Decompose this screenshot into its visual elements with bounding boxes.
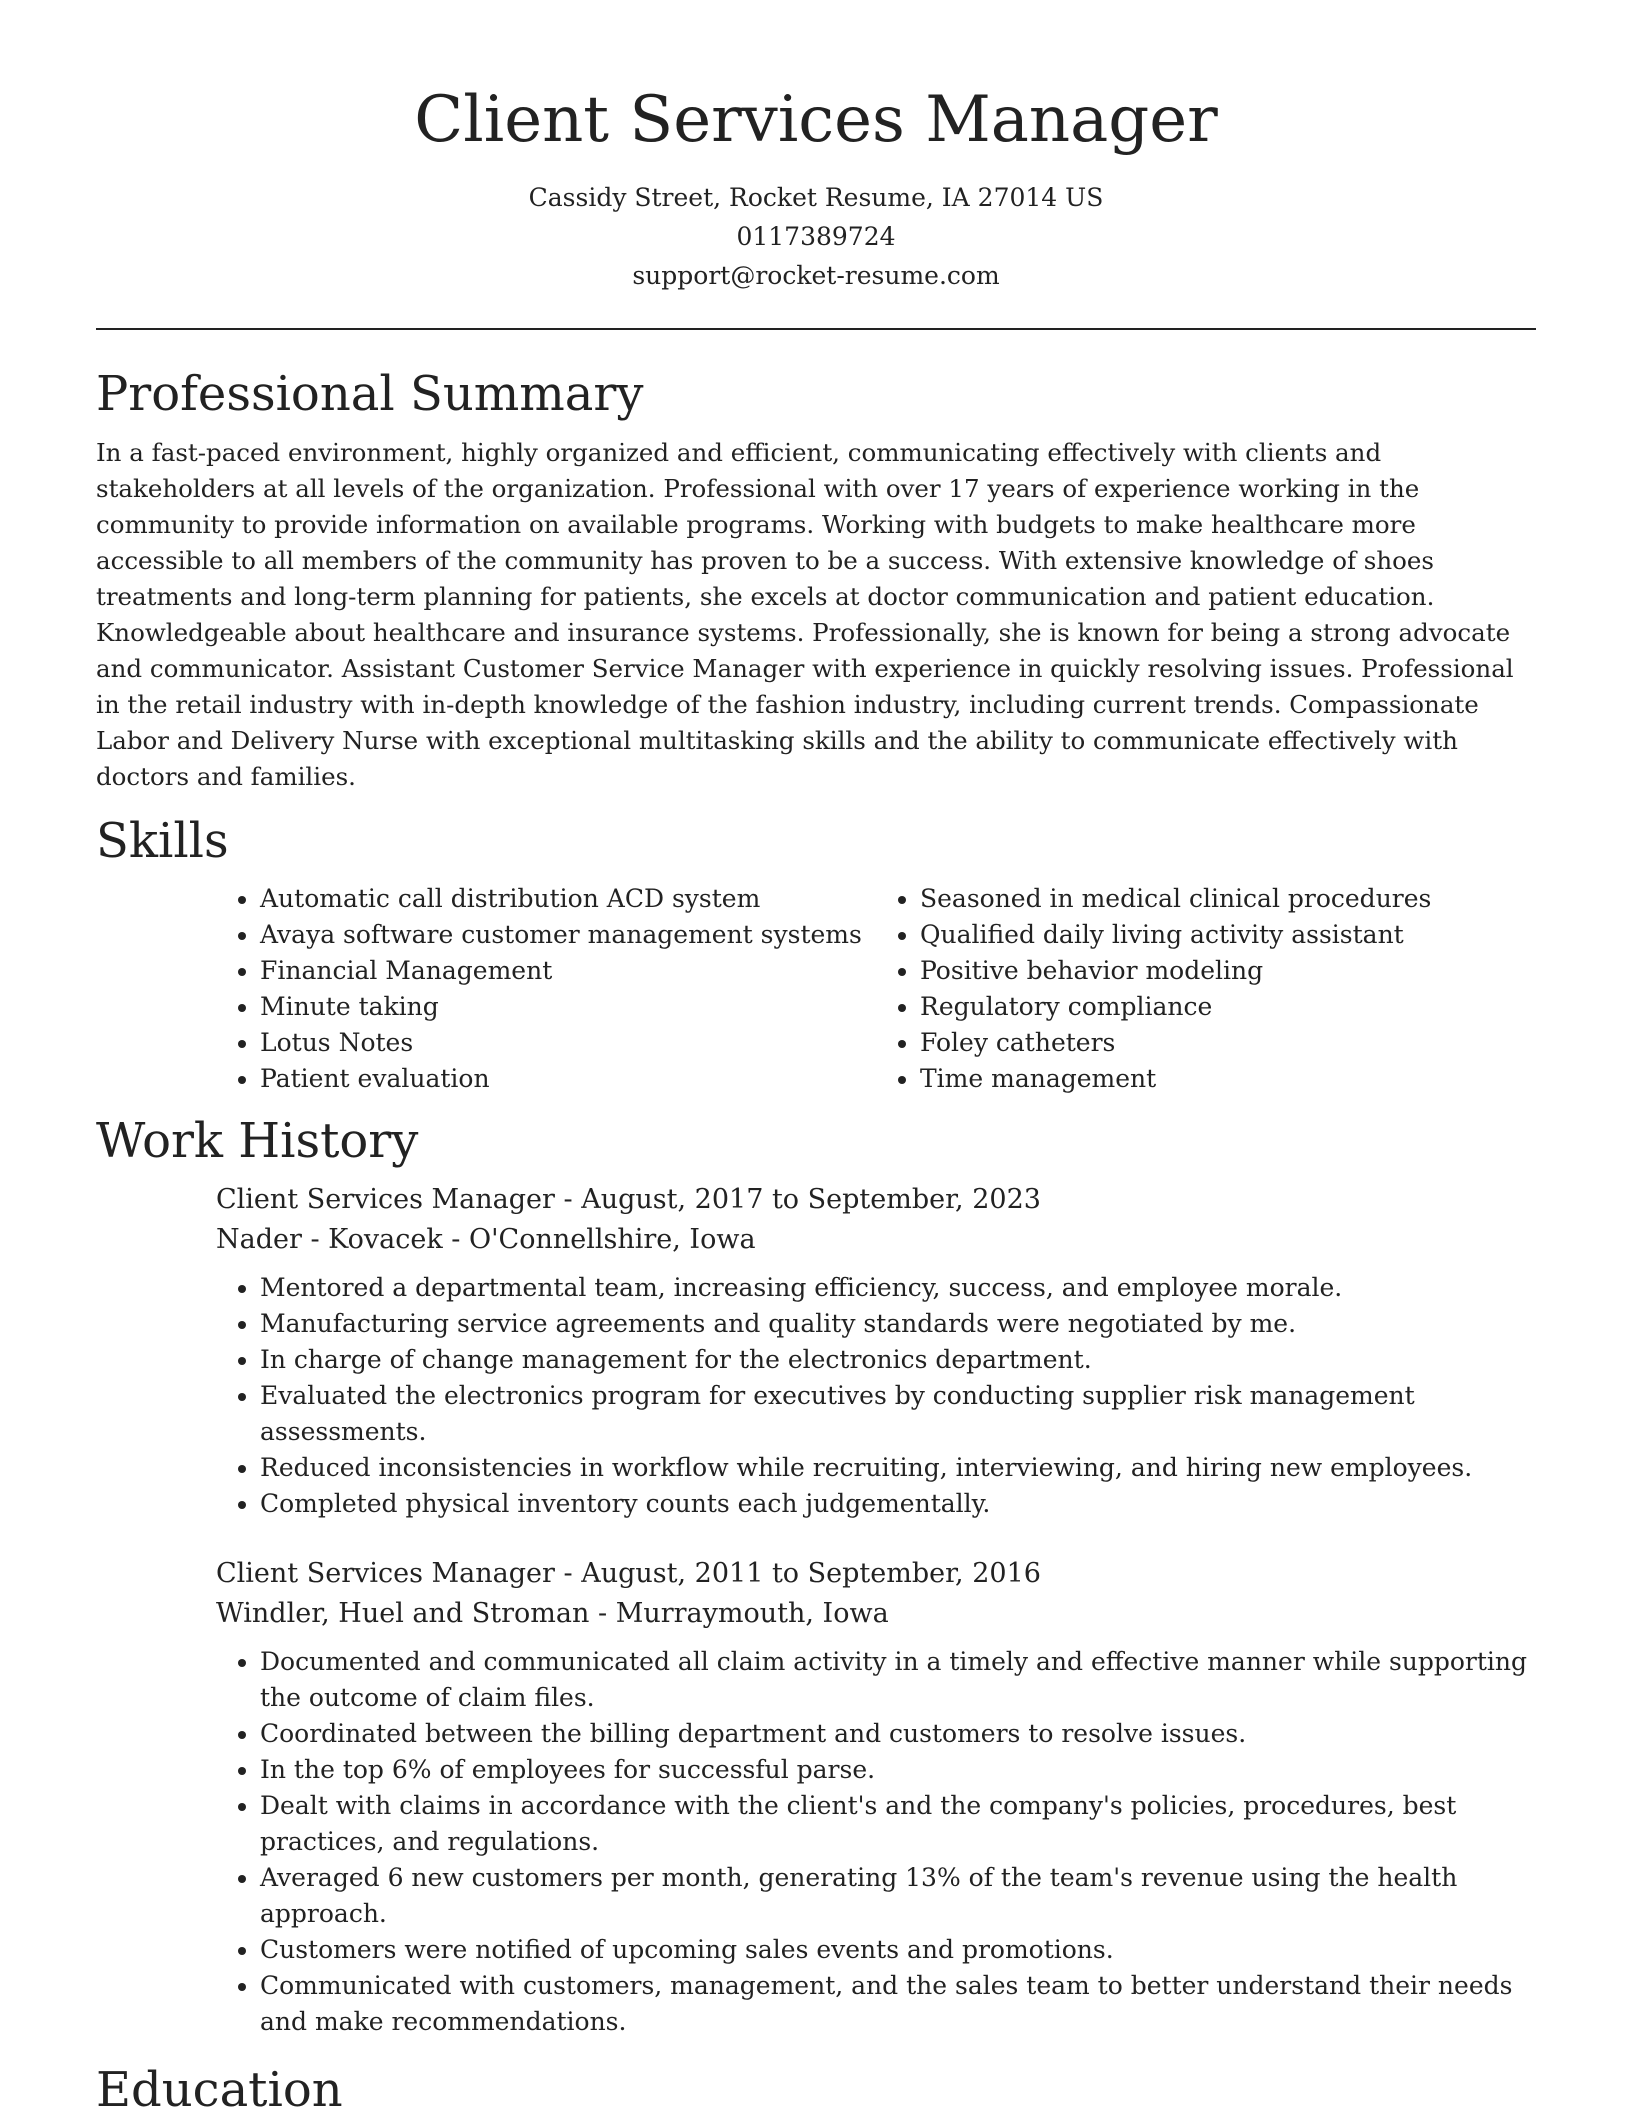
skill-item: • Automatic call distribution ACD system (260, 881, 876, 917)
skill-item: • Foley catheters (920, 1025, 1536, 1061)
job-bullet-list (216, 1270, 1536, 1522)
job-entry (216, 1554, 1536, 2040)
contact-address: Cassidy Street, Rocket Resume, IA 27014 US (528, 182, 1104, 212)
job-bullet: • Mentored a departmental team, increasing efficiency, success, and employee morale. (260, 1270, 1536, 1306)
skill-item: • Patient evaluation (260, 1061, 876, 1097)
job-role: Client Services Manager (216, 1558, 555, 1590)
skill-item: • Avaya software customer management systems (260, 917, 876, 953)
job-bullet: • In the top 6% of employees for successful parse. (260, 1752, 1536, 1788)
job-bullet: • In charge of change management for the electronics department. (260, 1342, 1536, 1378)
summary-text: In a fast-paced environment, highly organized and efficient, communicating effectively with clients and stakeholders at all levels of the organization. Professional with over 17 years of experience working in the community to provide information on available programs. Working with budgets to make healthcare more accessible to all members of the community has proven to be a success. With extensive knowledge of shoes treatments and long-term planning for patients, she excels at doctor communication and patient education. Knowledgeable about healthcare and insurance systems. Professionally, she is known for being a strong advocate and communicator. Assistant Customer Service Manager with experience in quickly resolving issues. Professional in the retail industry with in-depth knowledge of the fashion industry, including current trends. Compassionate Labor and Delivery Nurse with exceptional multitasking skills and the ability to communicate effectively with doctors and families. (96, 438, 1514, 792)
job-bullet: • Coordinated between the billing department and customers to resolve issues. (260, 1716, 1536, 1752)
skills-list-left (216, 881, 876, 1097)
job-role-line: Client Services Manager - August, 2011 to September, 2016 (216, 1558, 1041, 1590)
header-divider (96, 328, 1536, 330)
skill-item: • Positive behavior modeling (920, 953, 1536, 989)
job-location: Murraymouth, Iowa (615, 1598, 889, 1630)
job-role-line: Client Services Manager - August, 2017 to September, 2023 (216, 1184, 1041, 1216)
skills-list-right (876, 881, 1536, 1097)
job-company: Windler, Huel and Stroman (216, 1598, 590, 1630)
job-company-line: Windler, Huel and Stroman - Murraymouth, Iowa (216, 1598, 889, 1630)
education-heading: Education (96, 2062, 343, 2119)
contact-email: support@rocket-resume.com (632, 260, 1000, 290)
skill-item: • Seasoned in medical clinical procedures (920, 881, 1536, 917)
skill-item: • Financial Management (260, 953, 876, 989)
contact-phone: 0117389724 (736, 221, 896, 251)
skills-heading: Skills (96, 813, 229, 870)
resume-title: Client Services Manager (414, 83, 1218, 157)
job-bullet: • Documented and communicated all claim activity in a timely and effective manner while supporting the outcome of claim files. (260, 1644, 1536, 1716)
work-history-section (96, 1113, 1536, 2041)
job-entry (216, 1180, 1536, 1522)
work-history-heading: Work History (96, 1112, 419, 1169)
job-bullet: • Evaluated the electronics program for executives by conducting supplier risk management assessments. (260, 1378, 1536, 1450)
job-role: Client Services Manager (216, 1184, 555, 1216)
skill-item: • Lotus Notes (260, 1025, 876, 1061)
summary-section (96, 366, 1536, 796)
skill-item: • Minute taking (260, 989, 876, 1025)
job-location: O'Connellshire, Iowa (469, 1224, 756, 1256)
education-section (96, 2062, 1536, 2120)
skills-columns (216, 881, 1536, 1097)
skill-item: • Time management (920, 1061, 1536, 1097)
resume-header (96, 0, 1536, 295)
job-bullet: • Communicated with customers, management, and the sales team to better understand their needs and make recommendations. (260, 1968, 1536, 2040)
job-bullet: • Reduced inconsistencies in workflow while recruiting, interviewing, and hiring new employees. (260, 1450, 1536, 1486)
summary-heading: Professional Summary (96, 365, 644, 422)
job-company: Nader - Kovacek (216, 1224, 443, 1256)
job-bullet-list (216, 1644, 1536, 2040)
job-dates: August, 2017 to September, 2023 (581, 1184, 1041, 1216)
job-bullet: • Customers were notified of upcoming sales events and promotions. (260, 1932, 1536, 1968)
skill-item: • Qualified daily living activity assistant (920, 917, 1536, 953)
job-bullet: • Averaged 6 new customers per month, generating 13% of the team's revenue using the health approach. (260, 1860, 1536, 1932)
contact-block (96, 178, 1536, 295)
job-bullet: • Manufacturing service agreements and quality standards were negotiated by me. (260, 1306, 1536, 1342)
job-dates: August, 2011 to September, 2016 (581, 1558, 1041, 1590)
skill-item: • Regulatory compliance (920, 989, 1536, 1025)
skills-section (96, 813, 1536, 1097)
job-bullet: • Completed physical inventory counts each judgementally. (260, 1486, 1536, 1522)
job-company-line: Nader - Kovacek - O'Connellshire, Iowa (216, 1224, 756, 1256)
job-bullet: • Dealt with claims in accordance with the client's and the company's policies, procedures, best practices, and regulations. (260, 1788, 1536, 1860)
